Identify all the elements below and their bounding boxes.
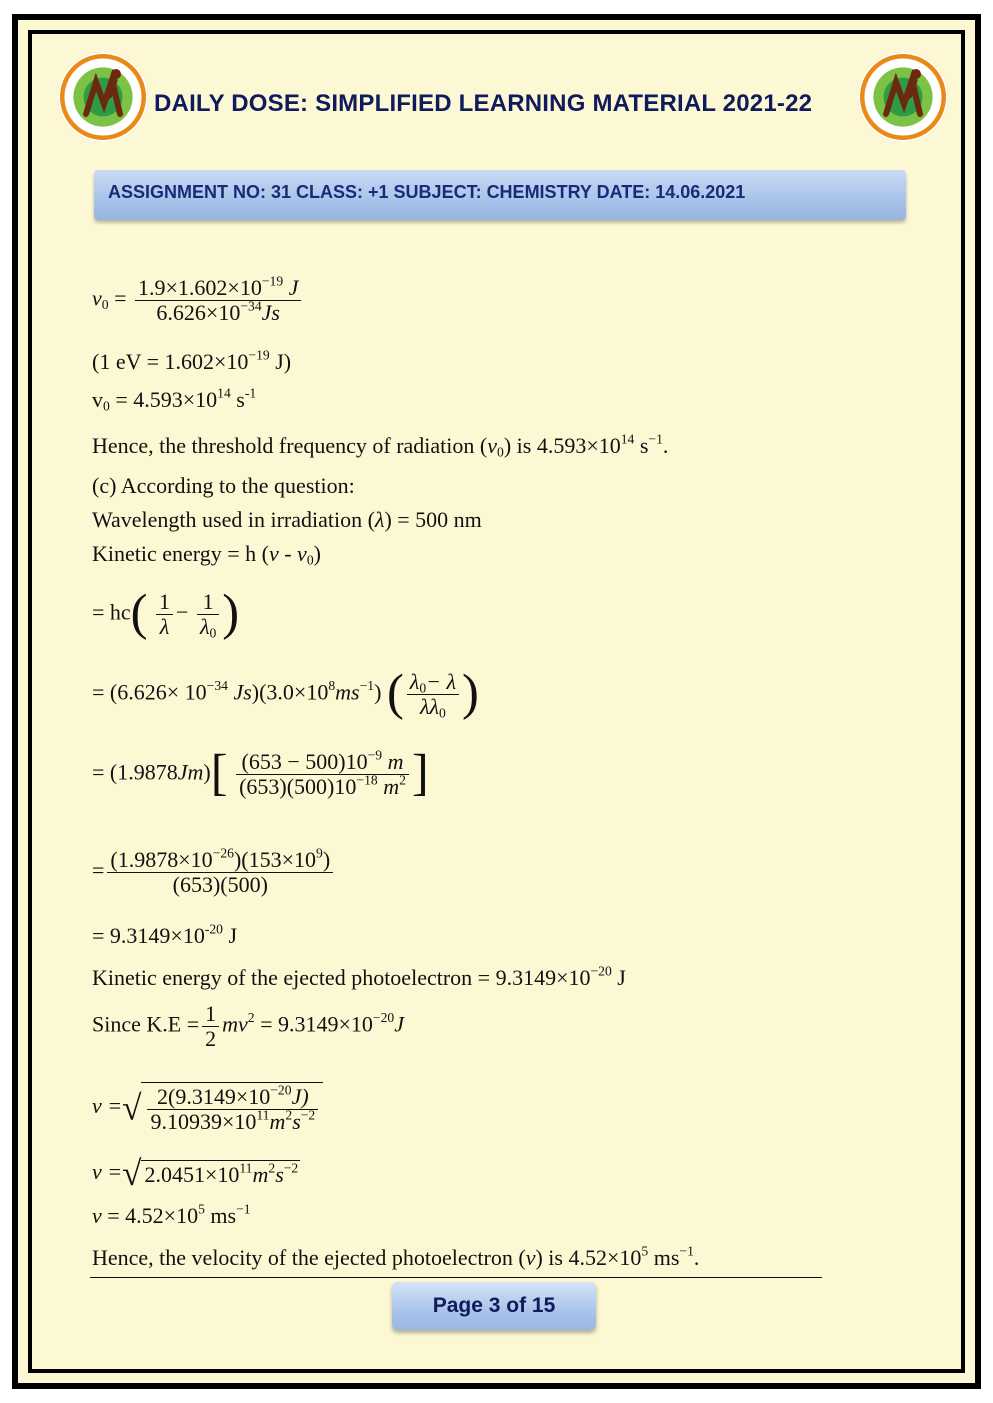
assignment-bar <box>94 170 906 220</box>
footer-divider <box>90 1277 822 1278</box>
eq-ke-result: = $9.3149\times 10^{-20}$ J <box>92 921 238 948</box>
eq-velocity-sqrt: v =√ $\frac{2(9.3149\times 10^{-20}J)}{9.10939\times 10^{11}m^2s^{-2}}$ <box>92 1082 323 1134</box>
eq-hc-lambda: = hc( $\frac{1}{\lambda}$ − $\frac{1}{\lambda_0}$ ) <box>92 583 240 641</box>
eq-substitution-2: = (1.9878Jm)[ $\frac{(653 - 500)10^{-9} m}{(653)(500)10^{-18} m^2}$ ] <box>92 743 429 800</box>
text-ke-conclusion: Kinetic energy of the ejected photoelectron = $9.3149\times 10^{-20}$ J <box>92 963 626 990</box>
eq-velocity-sqrt-2: v =√ $2.0451\times 10^{11}m^2s^{-2}$ <box>92 1154 299 1194</box>
logo-right-emblem <box>858 52 948 142</box>
text-wavelength: Wavelength used in irradiation (λ) = 500 nm <box>92 507 482 532</box>
logo-left-emblem <box>58 52 148 142</box>
logo-figure-icon <box>858 52 948 142</box>
eq-ev-conversion: (1 eV = $1.602\times 10^{-19}$ J) <box>92 347 292 374</box>
page-frame <box>12 14 981 1389</box>
eq-v0-value: $v_0 = 4.593\times 10^{14}$ $s^{-1}$ <box>92 385 257 414</box>
logo-figure-icon <box>58 52 148 142</box>
text-velocity-conclusion: Hence, the velocity of the ejected photoelectron (v) is $4.52\times 10^5$ $ms^{-1}$. <box>92 1243 700 1270</box>
page-title: DAILY DOSE: SIMPLIFIED LEARNING MATERIAL 2021-22 <box>154 90 813 117</box>
eq-substitution-1: = ($6.626\times 10^{-34}$ $Js)(3.0\times 10^8ms^{-1})$ ( $\frac{\lambda_0- \lambda}{\lambda\lambda_0}$ ) <box>92 663 479 721</box>
eq-threshold-frequency: $v_0$ = $\frac{1.9\times 1.602\times 10^{-19} J}{6.626\times 10^{-34}Js}$ <box>92 276 304 325</box>
eq-velocity-result: $v = 4.52\times 10^5$ $ms^{-1}$ <box>92 1201 251 1228</box>
page-indicator: Page 3 of 15 <box>392 1282 596 1330</box>
eq-substitution-3: = $\frac{(1.9878\times 10^{-26})(153\times 10^9)}{(653)(500)}$ <box>92 848 336 897</box>
text-kinetic-energy-formula: Kinetic energy = h $(v - v_0)$ <box>92 541 321 568</box>
text-part-c: (c) According to the question: <box>92 473 355 498</box>
text-threshold-conclusion: Hence, the threshold frequency of radiation $(v_0)$ is $4.593\times 10^{14}$ $s^{-1}$. <box>92 431 669 460</box>
assignment-info: ASSIGNMENT NO: 31 CLASS: +1 SUBJECT: CHEMISTRY DATE: 14.06.2021 <box>108 182 746 202</box>
eq-ke-mv2: Since K.E = $\frac{1}{2}$ $mv^2 = 9.3149\times 10^{-20}J$ <box>92 1001 404 1052</box>
